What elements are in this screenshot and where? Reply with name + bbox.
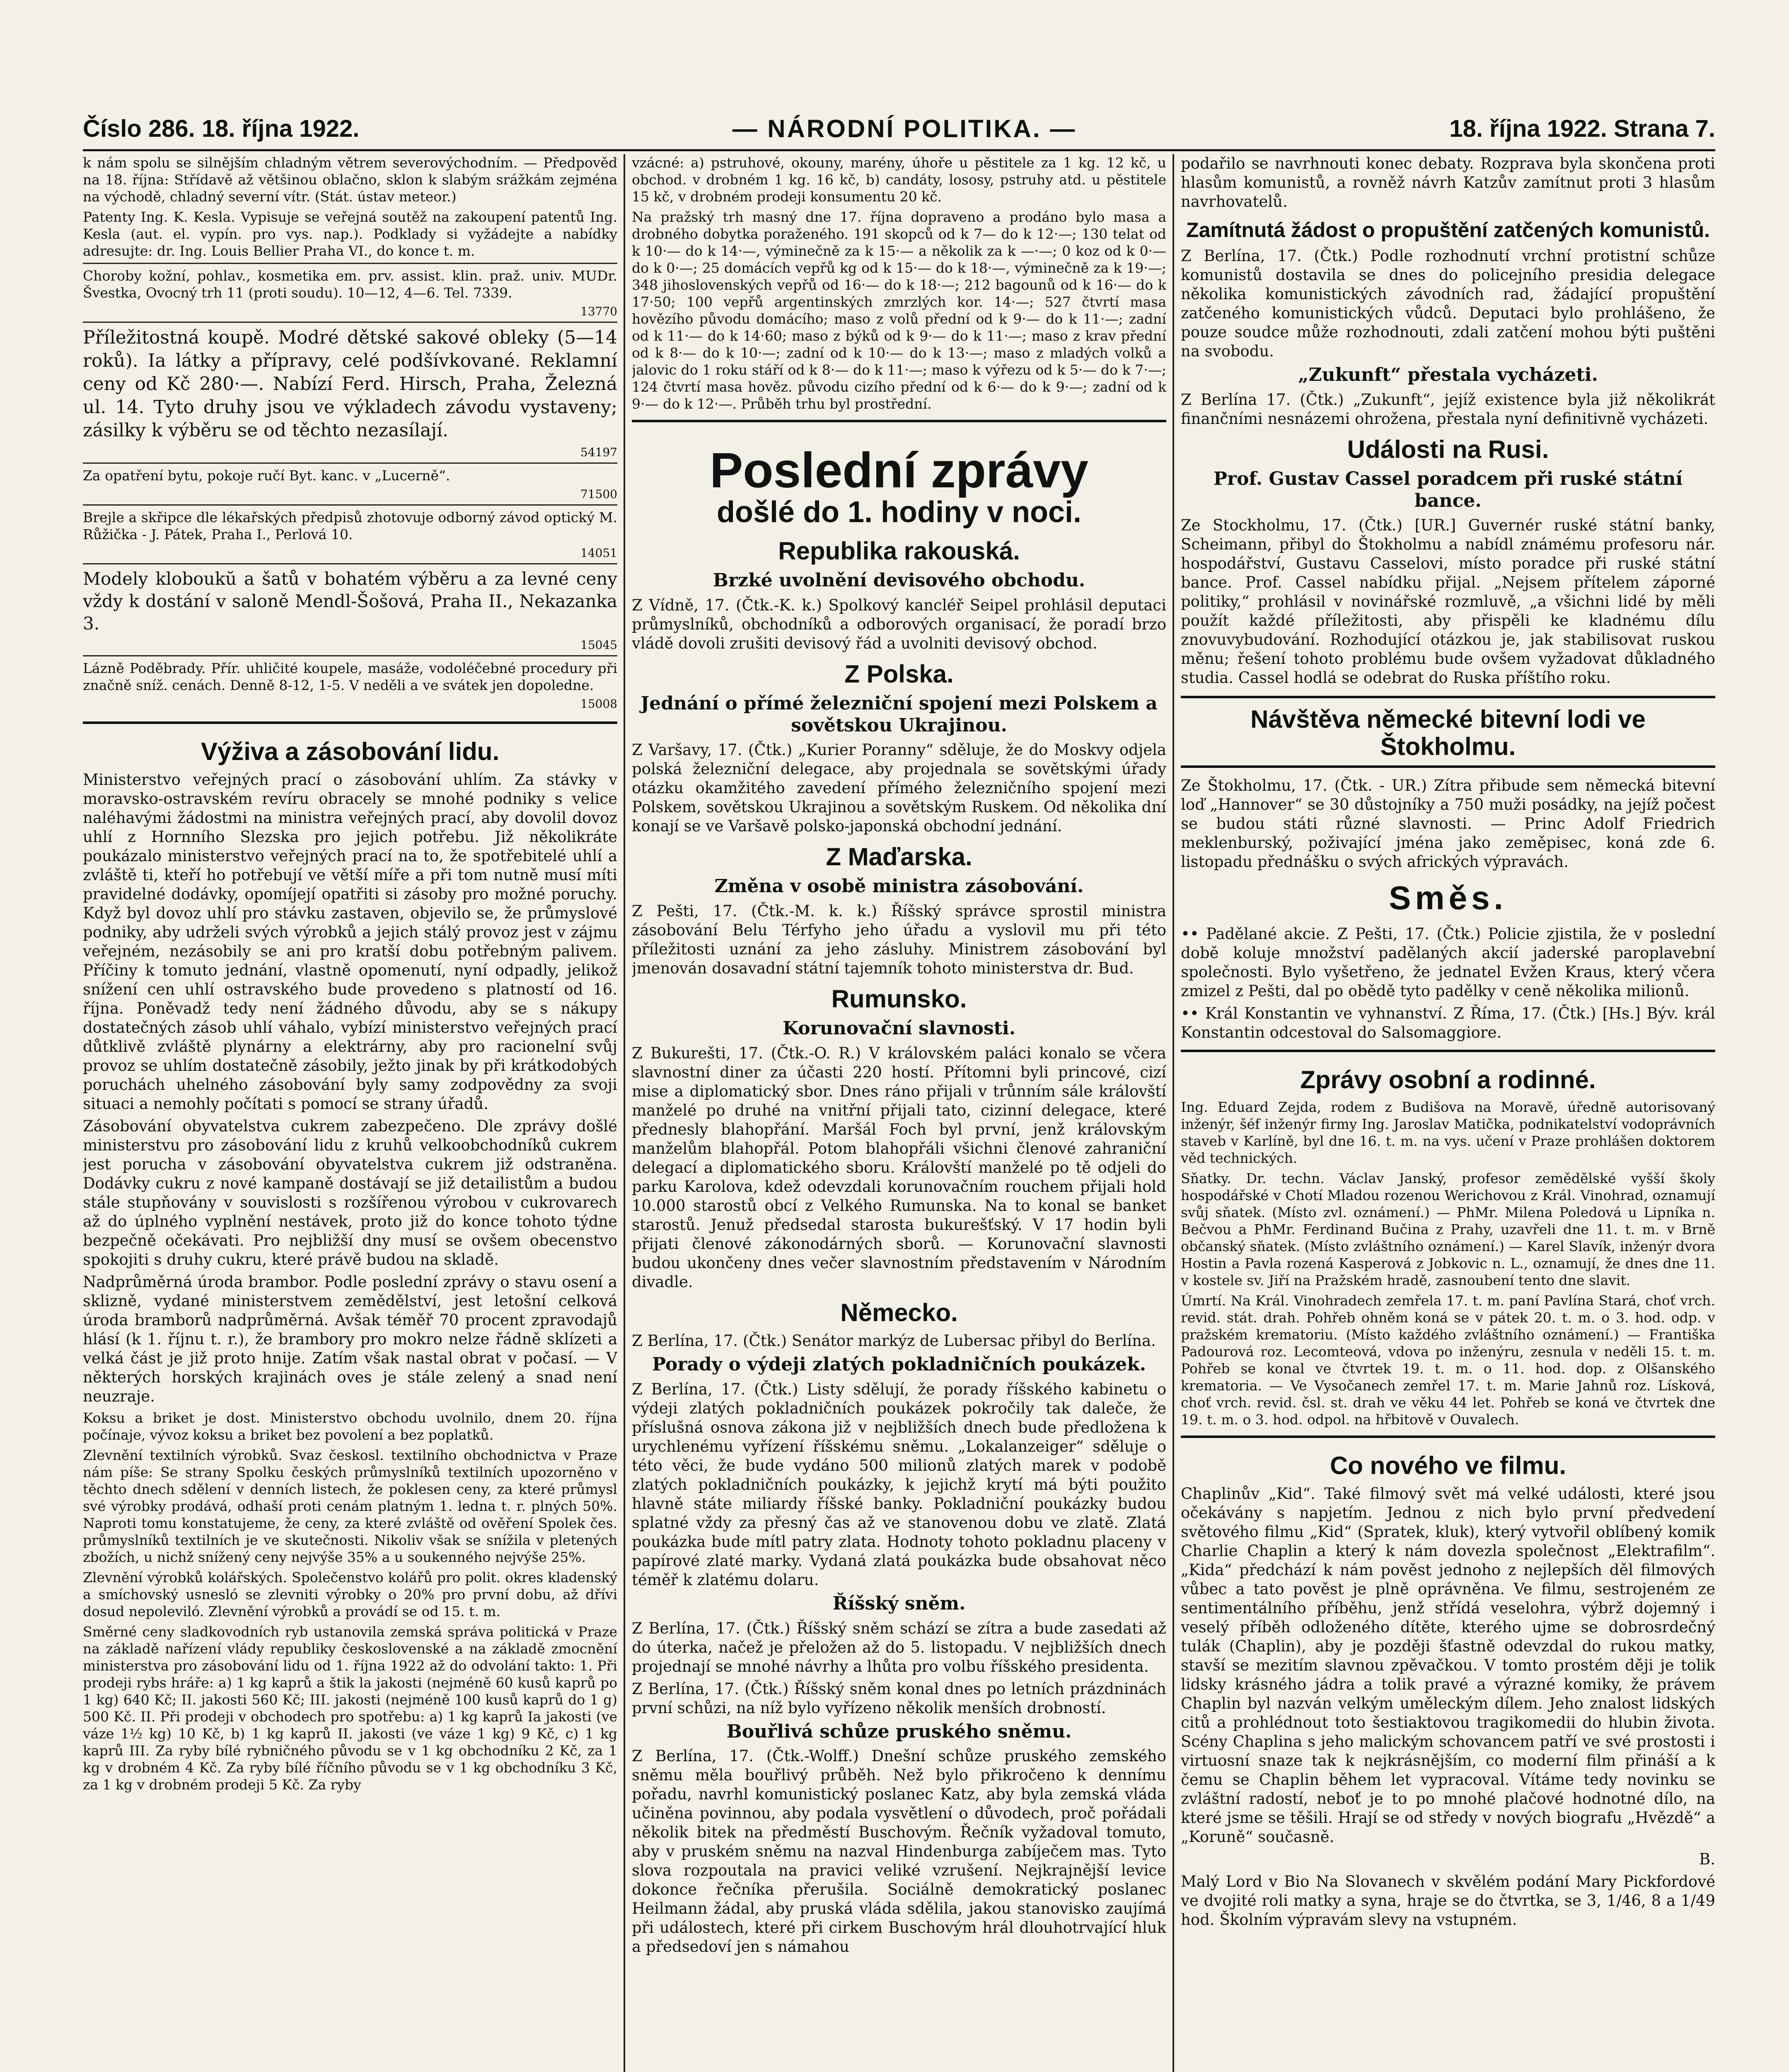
column-3 [1181,154,1715,2072]
article-meat-market: Na pražský trh masný dne 17. října dopraveno a prodáno bylo masa a drobného dobytka poraženého. 191 skopců od k 7— do k 12·—; 130 telat od k 10·— do k 14·—, výminečně za k 15·— a několik za k —·—; 0 koz od k 0·— do k 0·—; 25 domácích vepřů kg od k 15·— do k 18·—, výminečně za k 19·—; 348 jihoslovenských vepřů od 16·— do k 18·—; 212 bagounů od k 16·— do k 17·50; 100 vepřů argentinských zmrzlých kor. 14·—; 527 čtvrtí masa hovězího původu domácího; maso z volů přední od k 9·— do k 11·—; zadní od k 11·— do k 14·60; maso z býků od k 9·— do k 11·—; maso z krav přední od k 8·— do k 10·—; zadní od k 10·— do k 13·—; maso z mladých volků a jalovic do 1 roku stáří od k 8·— do k 11·—; maso k výřezu od k 5·— do k 7·—; 124 čtvrtí masa hověz. původu cizího přední od k 6·— do k 9·—; zadní od k 9·— do k 12·—. Průběh trhu byl prostřední. [632,209,1166,412]
patent-notice: Patenty Ing. K. Kesla. Vypisuje se veřejná soutěž na zakoupení patentů Ing. Kesla (aut. el. vypín. pro vys. nap.). Podklady si vyžádejte a nabídky adresujte: dr. Ing. Louis Bellier Praha VI., do konce t. m. [83,209,617,259]
ad-hats-salon [83,563,617,655]
ad-number: 13770 [580,305,617,318]
section-heading: Zprávy osobní a rodinné. [1300,1066,1596,1094]
section-heading: Rumunsko. [831,985,967,1013]
weather-report: k nám spolu se silnějším chladným větrem severovýchodním. — Předpověď na 18. října: Střídavě až většinou oblačno, sklon k slabým srážkám zejména na východě, chladný severní vítr. (Stát. ústav meteor.) [83,155,617,205]
article-text: Malý Lord v Bio Na Slovanech v skvělém podání Mary Pickfordové ve dvojité roli matky a syna, hraje se do čtvrtka, se 3, 1/46, 8 a 1/49 hod. Školním výpravám slevy na vstupném. [1181,1873,1715,1929]
ad-number: 15008 [580,697,617,711]
signature: B. [1699,1850,1715,1869]
ad-text: Příležitostná koupě. Modré dětské sakové obleky (5—14 roků). Ia látky a přípravy, celé podšívkované. Reklamní ceny od Kč 280·—. Nabízí Ferd. Hirsch, Praha, Železná ul. 14. Tyto druhy jsou ve výkladech závodu vystaveny; zásilky k výběru se od těchto nezasílají. [83,327,617,441]
article-textiles: Zlevnění textilních výrobků. Svaz českosl. textilního obchodnictva v Praze nám píše: Se strany Spolku českých průmyslníků textilních upozorněno v těchto dnech sdělení v denních listech, že poklesen ceny, za které průmysl své výrobky prodává, odhaší proti cenám platným 1. ledna t. r. plných 50%. Naproti tomu konstatujeme, že ceny, za které zvláště od ověření Spolek čes. průmyslníků textilních je ve skutečnosti. Nikoliv však se snížila v pletených zbožích, u nichž snížený ceny nejvýše 35% a u soukenného nejvýše 25%. [83,1447,617,1565]
ad-skin-clinic [83,263,617,322]
section-heading: Návštěva německé bitevní lodi ve Štokholmu. [1250,705,1646,761]
subheading: Prof. Gustav Cassel poradcem při ruské státní bance. [1213,468,1683,511]
article-text: Z Berlína, 17. (Čtk.) Senátor markýz de Lubersac přibyl do Berlína. [632,1331,1156,1350]
subheading: „Zukunft“ přestala vycházeti. [1298,364,1598,385]
page-header [83,108,1715,151]
subheading: Říšský sněm. [832,1593,966,1614]
newspaper-page [83,108,1715,2072]
article-text: Z Bukurešti, 17. (Čtk.-O. R.) V královském paláci konalo se včera slavnostní diner za účasti 220 hostí. Přítomni byli princové, cizí mise a diplomatický sbor. Dnes ráno přijali v trůnním sále královští manželé po druhé na vnitřní přijali tato, cizinní delegace, které přednesly blahopřání. Maršál Foch byl první, jenž královským manželům blahopřál. Potom blahopřáli všichni členové zahraniční delegací a diplomatického sboru. Královští manželé po tě odjeli do parku Karolova, kdež odevzdali korunovačním rouchem přijali hold 10.000 starostů obcí z Velkého Rumunska. Na to konal se banket starostů. Jenuž předsedal starosta bukurešťský. V 17 hodin byli přijati členové zákonodárných sborů. — Korunovační slavnosti budou ukončeny dnes večer slavnostním představením v Národním divadle. [632,1044,1166,1291]
subheading: Korunovační slavnosti. [782,1018,1016,1039]
section-heading: Republika rakouská. [778,537,1020,565]
section-heading: Události na Rusi. [1347,435,1549,463]
article-text: Ze Štokholmu, 17. (Čtk. - UR.) Zítra přibude sem německá bitevní loď „Hannover“ se 30 důstojníky a 750 muži posádky, na jejíž počest se budou státi různé slavnosti. — Princ Adolf Friedrich meklenburský, poživající jména jako zeměpisec, koná zde 6. listopadu přednášku o svých afrických výpravách. [1181,777,1715,871]
article-text: Z Berlína, 17. (Čtk.) Říšský sněm konal dnes po letních prázdninách první schůzi, na níž bylo vyřízeno několik menších drobností. [632,1680,1166,1717]
article-text: Z Berlína 17. (Čtk.) „Zukunft“, jejíž existence byla již několikrát finančními nesnázemi ohrožena, přestala nyní definitivně vycházeti. [1181,390,1715,428]
subheading: Změna v osobě ministra zásobování. [714,876,1084,897]
ad-text: Za opatření bytu, pokoje ručí Byt. kanc. v „Lucerně“. [83,467,450,484]
ad-number: 15045 [580,638,617,652]
ad-childrens-suits [83,322,617,462]
column-1 [83,154,617,2072]
ad-housing-office [83,462,617,504]
ad-text: Modely kloboukŭ a šatů v bohatém výběru a za levné ceny vždy k dostání v saloně Mendl-Šošová, Praha II., Nekazanka 3. [83,569,617,634]
article-sugar: Zásobování obyvatelstva cukrem zabezpečeno. Dle zprávy došlé ministerstvu pro zásobování lidu z kruhů velkoobchodníků cukrem jest porucha v zásobování obyvatelstva cukrem již odstraněna. Dodávky cukru z nové kampaně dostávají se již detailistům a budou stále stupňovány v souvislosti s rozšířenou výrobou v cukrovarech až do úplného vyplnění nestávek, proto již do konce tohoto týdne bezpečně očekávati. Pro nejbližší dny musí se ovšem obecenstvo spokojiti s druhy cukru, které právě budou na skladě. [83,1117,617,1268]
article-text: •• Padělané akcie. Z Pešti, 17. (Čtk.) Policie zjistila, že v poslední době koluje množství padělaných akcií jaderské paroplavební společnosti. Bylo vyšetřeno, že jednatel Evžen Kraus, který včera zmizel z Pešti, dal po obědě tyto padělky v ceně několika milionů. [1181,925,1715,1000]
masthead: — NÁRODNÍ POLITIKA. — [732,114,1077,143]
ad-spa-podebrady [83,655,617,714]
article-fish-prices: Směrné ceny sladkovodních ryb ustanovila zemská správa politická v Praze na základě nařízení vlády republiky československé a na základě zmocnění ministerstva pro zásobování lidu od 1. října 1922 až do odvolání takto: 1. Při prodeji rybs hráře: a) 1 kg kaprů a štik la jakosti (nejméně 60 kusů kaprů po 1 kg) 640 Kč; II. jakosti 560 Kč; III. jakosti (nejméně 100 kusů kaprů do 1 g) 500 Kč. II. Při prodeji v obchodech pro spotřebu: a) 1 kg kaprů Ia jakosti (ve váze 1½ kg) 10 Kč, b) 1 kg kaprů II. jakosti (ve váze 1 kg) 9 Kč, c) 1 kg kaprů III. Za ryby bílé rybničného původu se v 1 kg obchodníku 2 Kč, za 1 kg v drobném 4 Kč. Za ryby bílé říčního původu se v 1 kg obchodníku 3 Kč, za 1 kg v drobném prodeji 5 Kč. Za ryby [83,1624,617,1793]
section-heading: Německo. [840,1298,958,1326]
article-coal: Ministerstvo veřejných prací o zásobování uhlím. Za stávky v moravsko-ostravském revíru obracely se mnohé podniky s velice naléhavými žádostmi na ministra veřejných prací, aby dovolil dovoz uhlí z Hornního Slezska pro jejich potřebu. Již několikráte poukázalo ministerstvo veřejných prací na to, že spotřebitelé uhlí a zvláště ti, kteří ho potřebují ve větší míře a při tom nutně musí míti pravidelné dodávky, opomíjejí opatřiti si zásoby pro možné poruchy. Když byl dovoz uhlí pro stávku zastaven, objevilo se, že průmyslové podniky, aby udrželi svých výrobků a jejich stálý provoz jest v zájmu veřejném, nezásobily se ani pro kratší dobu potřebným palivem. Příčiny k tomuto jednání, vlastně opomenutí, nyní odpadly, jelikož snížení cen uhlí ostravského bude provedeno s platností od 16. října. Poněvadž tedy není žádného důvodu, aby se s nákupy dostatečných zásob uhlí váhalo, vybízí ministerstvo veřejných prací důtklivě zvláště plynárny a elektrárny, aby pro racionelní svůj provoz se uhlím dostatečně zásobily, ježto jinak by při krátkodobých poruchách uhelného zásobování byly samy zodpovědny za svoji situaci a nemohly počítati s pomocí se strany úřadů. [83,771,617,1113]
section-heading: Zamítnutá žádost o propuštění zatčených komunistů. [1186,218,1710,242]
column-2 [632,154,1166,2072]
article-text: Z Berlína, 17. (Čtk.) Listy sdělují, že porady říšského kabinetu o výdeji zlatých pokladničních poukázek pokročily tak daleče, že příslušná osnova zákona již v nejbližších dnech bude předložena k urychlenému vyřízení říšskému sněmu. „Lokalanzeiger“ sděluje o této věci, že bude vydáno 500 milionů zlatých marek v podobě zlatých pokladničních poukázky, k jejichž krytí má býti použito hlavně státe miliardy říšské banky. Pokladniční poukázky budou splatné vždy za přesný čas až ve stanovenou dobu ve zlatě. Zlatá poukázka bude mítl patry zlata. Hodnoty tohoto pokladnu placeny v papírové zlaté marky. Vydaná zlatá poukázka bude obsahovat něco téměř k zlatému dolaru. [632,1380,1166,1589]
issue-info: Číslo 286. 18. října 1922. [83,115,360,142]
ad-text: Choroby kožní, pohlav., kosmetika em. prv. assist. klin. praž. univ. MUDr. Švestka, Ovocný trh 11 (proti soudu). 10—12, 4—6. Tel. 7339. [83,268,617,301]
article-text: Úmrtí. Na Král. Vinohradech zemřela 17. t. m. paní Pavlína Stará, choť vrch. revid. stát. drah. Pohřeb ohněm koná se v pátek 20. t. m. o 3. hod. odp. v pražském krematoriu. (Místo každého zvláštního oznámení.) — Františka Padourová roz. Lecomteová, vdova po inženýru, zesnula v neděli 15. t. m. Pohřeb se konal ve čtvrtek 19. t. m. o 11. hod. dop. z Olšanského krematoria. — Ve Vysočanech zemřel 17. t. m. Marie Jahnů roz. Lísková, choť vrch. revid. čsl. st. drah ve věku 44 let. Pohřeb se koná ve čtvrtek dne 19. t. m. o 3. hod. odpol. na hřbitově v Ouvalech. [1181,1293,1715,1428]
headline-latest-news: Poslední zprávy [710,443,1088,498]
article-text: Z Vídně, 17. (Čtk.-K. k.) Spolkový kancléř Seipel prohlásil deputaci průmyslníků, obchodníků a odborových organisací, že poradí brzo vládě dovoli zrušiti devisový řád a uvolniti devisový obchod. [632,596,1166,652]
ad-text: Brejle a skřipce dle lékařských předpisů zhotovuje odborný závod optický M. Růžička - J. Pátek, Praha I., Perlová 10. [83,509,617,542]
ad-optician [83,504,617,563]
article-text: Z Berlína, 17. (Čtk.) Říšský sněm schází se zítra a bude zasedati až do úterka, načež je přeložen až do 5. listopadu. V nejbližších dnech projednají se mnohé návrhy a lhůta pro volbu říšského presidenta. [632,1619,1166,1675]
section-heading: Výživa a zásobování lidu. [201,738,500,765]
section-heading: Co nového ve filmu. [1330,1452,1567,1480]
subheading: Bouřlivá schůze pruského sněmu. [726,1721,1072,1742]
article-text: Z Berlína, 17. (Čtk.-Wolff.) Dnešní schůze pruského zemského sněmu měla bouřlivý průběh. Než bylo přikročeno k dennímu pořadu, navrhl komunistický poslanec Katz, aby byla zemská vláda učiněna povinnou, aby podala vysvětlení o důvodech, proč pořádali několik bitek na předměstí Buschovým. Řečník vyžadoval tomuto, aby v pruském sněmu na nazval Hindenburga zabíječem mas. Tyto slova rozpoutala na pravici veliké vzrušení. Nejkrajnější levice dokonce řečníka přerušila. Sociálně demokratický poslanec Heilmann žádal, aby pruská vláda sdělila, jakou stanovisko zaujímá při událostech, které při cirkem Buschovým hrál dlouhotrvající hluk a předsedoví jen s námahou [632,1747,1166,1956]
subheading: Jednání o přímé železniční spojení mezi Polskem a sovětskou Ukrajinou. [641,692,1158,736]
column-divider [624,154,625,2072]
section-heading: Z Polska. [844,660,954,688]
article-text: podařilo se navrhnouti konec debaty. Rozprava byla skončena proti hlasům komunistů, a rovněž návrh Katzův zamítnut proti 3 hlasům navrhovatelů. [1181,155,1715,211]
article-fish-cont: vzácné: a) pstruhové, okouny, marény, úhoře u pěstitele za 1 kg. 12 kč, u obchod. v drobném 1 kg. 16 kč, b) candáty, lososy, pstruhy atd. u pěstitele 15 kč, v drobném prodeji konsumentu 20 kč. [632,155,1166,205]
column-divider [1173,154,1174,2072]
article-text: Chaplinův „Kid“. Také filmový svět má velké události, které jsou očekávány s napjetím. Jednou z nich bylo první předvedení světového filmu „Kid“ (Spratek, kluk), který vytvořil oblíbený komik Charlie Chaplin a který k nám dovezla společnost „Elektrafilm“. „Kida“ předchází k nám pověst jednoho z nejlepších děl filmových vůbec a tato pověst je plně oprávněna. Ve filmu, sestrojeném ze sentimentálního příběhu, jenž střídá veselohra, výbrž dojemný i veselý příběh odloženého dítěte, kterého ujme se dobrosrdečný tulák (Chaplin), aby je později šťastně odevzdal do rukou matky, stavší se mezitím slavnou zpěvačkou. V tomto prostém ději je tolik lidsky krásného jádra a tolik pravé a výrazné komiky, že právem Chaplin byl nazván velkým uměleckým dílem. Jeho znalost lidských citů a prohlédnout toto šestiaktovou tragikomedii do hlubin života. Scény Chaplina s jeho malickým schovancem patří ve své prostosti i virtuosní snaze tak k nejkrásnějším, co moderní film přináší a k čemu se Chaplin během let vypracoval. Vítáme tedy novinku se zvláštní radostí, neboť je to po mnohé plačové hodnotné dílo, na které jsme se těšili. Hrají se od středy v nových biografu „Hvězdě“ a „Koruně“ současně. [1181,1485,1715,1846]
article-text: Ing. Eduard Zejda, rodem z Budišova na Moravě, úředně autorisovaný inženýr, šéf inženýr firmy Ing. Jaroslav Matička, podnikatelství vodoprávních staveb v Karlíně, byl dne 16. t. m. na vys. učení v Praze prohlášen doktorem věd technických. [1181,1099,1715,1167]
article-text: Ze Stockholmu, 17. (Čtk.) [UR.] Guvernér ruské státní banky, Scheimann, přibyl do Štokholmu a nabídl známému profesoru nár. hospodářství, Gustavu Casselovi, místo poradce při ruské státní bance. Prof. Cassel nabídku přijal. „Nejsem přítelem záporné politiky,“ prohlásil v novinářské rozmluvě, „a všichni lidé by měli použít každé příležitosti, aby přispěli ke kladnému dílu znovuvybudování. Rozhodující otázkou je, jak stabilisovat ruskou měnu; řešení tohoto problému bude ovšem vyžadovat důkladného studia. Cassel hodlá se odebrat do Ruska příštího roku. [1181,516,1715,687]
article-wheelwrights: Zlevnění výrobků kolářských. Společenstvo kolářů pro polit. okres kladenský a smíchovský usnesló se zlevniti výrobky o 20% pro první dobu, až dřívi dosud nepoleviló. Zlevnění výrobků a provádí se od 15. t. m. [83,1569,617,1619]
section-heading: Z Maďarska. [826,843,972,871]
subheading: Brzké uvolnění devisového obchodu. [713,570,1085,591]
article-text: Sňatky. Dr. techn. Václav Janský, profesor zemědělské vyšší školy hospodářské v Chotí Mladou rozenou Werichovou z Král. Vinohrad, oznamují svůj sňatek. (Místo zvl. oznámení.) — PhMr. Milena Poledová u Lipníka n. Bečvou a PhMr. Ferdinand Bučina z Prahy, uzavřeli dne 11. t. m. v Brně občanský sňatek. (Místo zvláštního oznámení.) — Karel Slavík, inženýr dvora Hostin a Pavla rozená Kasperová z Jobkovic n. L., oznamují, že dnes dne 11. v kostele sv. Jiří na Pražském hradě, zasnoubení tento dne slavit. [1181,1170,1715,1289]
ad-number: 14051 [580,546,617,560]
article-coke: Koksu a briket je dost. Ministerstvo obchodu uvolnilo, dnem 20. října počínaje, vývoz koksu a briket bez povolení a bez poplatků. [83,1410,617,1443]
article-text: Z Pešti, 17. (Čtk.-M. k. k.) Říšský správce sprostil ministra zásobování Belu Térfyho jeho úřadu a vyslovil mu při této příležitosti uznání za jeho zásluhy. Ministrem zásobování byl jmenován dosavadní státní tajemník tohoto ministerstva dr. Bud. [632,902,1166,978]
date-page-info: 18. října 1922. Strana 7. [1449,115,1715,142]
subheading: Porady o výdeji zlatých pokladničních poukázek. [652,1353,1146,1375]
article-potatoes: Nadprůměrná úroda brambor. Podle poslední zprávy o stavu osení a sklizně, vydané ministerstvem zemědělství, jest letošní celková úroda bramborů nadprůměrná. Avšak téměř 70 procent zpravodajů hlásí (k 1. říjnu t. r.), že brambory pro mokro nelze řádně sklízeti a velká část je již proto hnije. Zatím však nastal obrat v počasí. — V některých horských krajinách oves je stále zelený a snad není neuzraje. [83,1273,617,1405]
section-heading-misc: Směs. [1389,879,1507,917]
article-text: Z Berlína, 17. (Čtk.) Podle rozhodnutí vrchní protistní schůze komunistů dostavila se dnes do policejního presidia delegace několika komunistických závodních rad, žádající propuštění zatčeného komunistických vůdců. Deputaci bylo prohlášeno, že pouze soudce může rozhodnouti, zdali zatčení mohou býti puštěni na svobodu. [1181,247,1715,360]
ad-text: Lázně Poděbrady. Přír. uhličité koupele, masáže, vodoléčebné procedury při značně sníž. cenách. Denně 8-12, 1-5. V neděli a ve svátek jen dopoledne. [83,660,617,693]
article-text: •• Král Konstantin ve vyhnanství. Z Říma, 17. (Čtk.) [Hs.] Býv. král Konstantin odcestoval do Salsomaggiore. [1181,1005,1715,1042]
ad-number: 71500 [580,487,617,501]
headline-latest-news-sub: došlé do 1. hodiny v noci. [716,496,1082,529]
article-text: Z Varšavy, 17. (Čtk.) „Kurier Poranny“ sděluje, že do Moskvy odjela polská železniční delegace, aby projednala se sovětskými úřady otázku okamžitého zavedení přímého železničního spojení mezi Polskem, sovětskou Ukrajinou a sovětským Ruskem. Od několika dní konají se ve Varšavě polsko-japonská obchodní jednání. [632,741,1166,835]
columns [83,154,1715,2072]
ad-number: 54197 [580,445,617,459]
